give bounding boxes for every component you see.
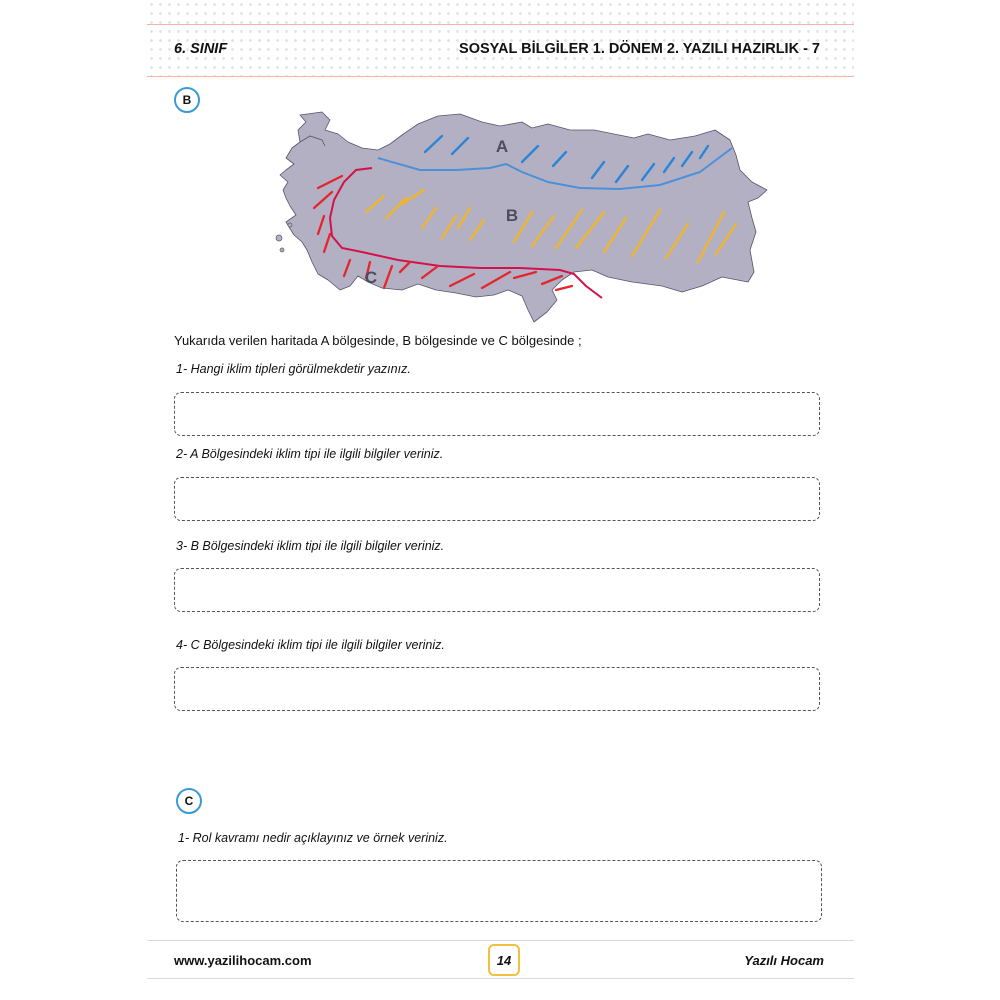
map-instruction: Yukarıda verilen haritada A bölgesinde, B bölgesinde ve C bölgesinde ;	[174, 333, 582, 348]
region-label-a: A	[495, 137, 509, 156]
turkey-climate-map	[270, 100, 770, 325]
answer-box-b4[interactable]	[174, 667, 820, 711]
region-label-c: C	[364, 268, 378, 287]
question-b4: 4- C Bölgesindeki iklim tipi ile ilgili bilgiler veriniz.	[176, 638, 445, 652]
section-c-badge: C	[176, 788, 202, 814]
header-top-rule	[147, 24, 854, 25]
answer-box-c1[interactable]	[176, 860, 822, 922]
region-label-b: B	[505, 206, 519, 225]
turkey-land	[280, 112, 767, 322]
answer-box-b1[interactable]	[174, 392, 820, 436]
page-number: 14	[488, 944, 520, 976]
grade-label: 6. SINIF	[174, 41, 228, 57]
question-b1: 1- Hangi iklim tipleri görülmekdetir yazınız.	[176, 362, 411, 376]
header-bottom-rule	[147, 76, 854, 77]
question-b3: 3- B Bölgesindeki iklim tipi ile ilgili bilgiler veriniz.	[176, 539, 445, 553]
question-b2: 2- A Bölgesindeki iklim tipi ile ilgili bilgiler veriniz.	[176, 447, 444, 461]
footer-top-rule	[147, 940, 854, 941]
header-pattern	[147, 0, 854, 76]
page-header	[174, 41, 820, 57]
answer-box-b2[interactable]	[174, 477, 820, 521]
footer-bottom-rule	[147, 978, 854, 979]
section-b-badge: B	[174, 87, 200, 113]
question-c1: 1- Rol kavramı nedir açıklayınız ve örnek veriniz.	[178, 831, 448, 845]
footer-brand: Yazılı Hocam	[744, 953, 824, 968]
answer-box-b3[interactable]	[174, 568, 820, 612]
footer-website: www.yazilihocam.com	[174, 953, 312, 968]
page-title: SOSYAL BİLGİLER 1. DÖNEM 2. YAZILI HAZIRLIK - 7	[459, 41, 820, 57]
